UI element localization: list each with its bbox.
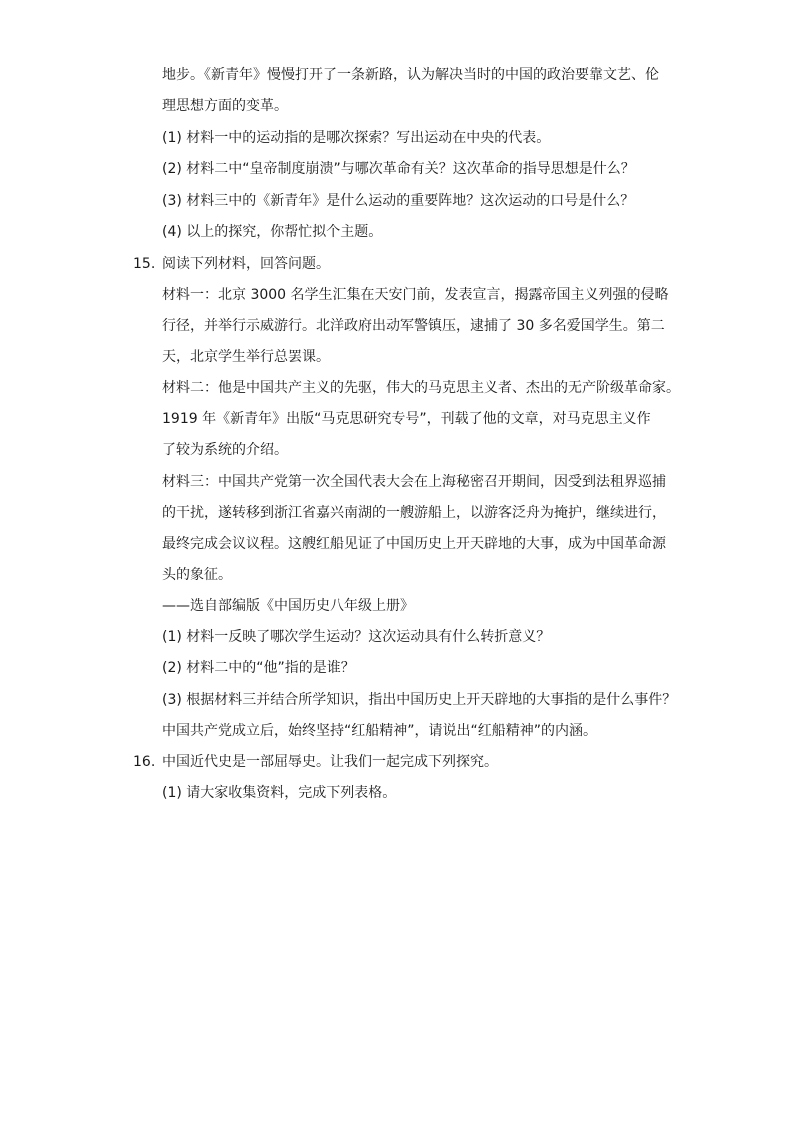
- question-number-16: 16.: [133, 754, 156, 770]
- question-16-prompt: 中国近代史是一部屈辱史。让我们一起完成下列探究。: [162, 754, 498, 770]
- material-1: 材料一：北京 3000 名学生汇集在天安门前，发表宣言，揭露帝国主义列强的侵略: [162, 287, 669, 303]
- sub-question-4: (4) 以上的探究，你帮忙拟个主题。: [162, 224, 383, 240]
- text-line: 行径，并举行示威游行。北洋政府出动军警镇压，逮捕了 30 多名爱国学生。第二: [162, 318, 665, 334]
- text-line: 天，北京学生举行总罢课。: [162, 349, 330, 365]
- material-3: 材料三：中国共产党第一次全国代表大会在上海秘密召开期间，因受到法租界巡捕: [162, 474, 666, 490]
- sub-question-1: (1) 请大家收集资料，完成下列表格。: [162, 785, 397, 801]
- source-citation: ——选自部编版《中国历史八年级上册》: [162, 598, 414, 614]
- text-line: 1919 年《新青年》出版“马克思研究专号”，刊载了他的文章，对马克思主义作: [162, 411, 651, 427]
- text-line: 中国共产党成立后，始终坚持“红船精神”，请说出“红船精神”的内涵。: [162, 723, 598, 739]
- sub-question-3: (3) 材料三中的《新青年》是什么运动的重要阵地？这次运动的口号是什么？: [162, 193, 635, 209]
- sub-question-3: (3) 根据材料三并结合所学知识，指出中国历史上开天辟地的大事指的是什么事件？: [162, 692, 677, 708]
- question-15-prompt: 阅读下列材料，回答问题。: [162, 256, 330, 272]
- text-line: 了较为系统的介绍。: [162, 442, 288, 458]
- sub-question-2: (2) 材料二中“皇帝制度崩溃”与哪次革命有关？这次革命的指导思想是什么？: [162, 161, 635, 177]
- sub-question-2: (2) 材料二中的“他”指的是谁？: [162, 660, 355, 676]
- text-line: 的干扰，遂转移到浙江省嘉兴南湖的一艘游船上，以游客泛舟为掩护，继续进行，: [162, 505, 666, 521]
- sub-question-1: (1) 材料一中的运动指的是哪次探索？写出运动在中央的代表。: [162, 130, 551, 146]
- text-line: 地步。《新青年》慢慢打开了一条新路，认为解决当时的中国的政治要靠文艺、伦: [162, 67, 659, 83]
- text-line: 头的象征。: [162, 567, 232, 583]
- question-number-15: 15.: [133, 256, 156, 272]
- sub-question-1: (1) 材料一反映了哪次学生运动？这次运动具有什么转折意义？: [162, 629, 551, 645]
- text-line: 理思想方面的变革。: [162, 98, 288, 114]
- material-2: 材料二：他是中国共产主义的先驱，伟大的马克思主义者、杰出的无产阶级革命家。: [162, 380, 680, 396]
- text-line: 最终完成会议议程。这艘红船见证了中国历史上开天辟地的大事，成为中国革命源: [162, 536, 666, 552]
